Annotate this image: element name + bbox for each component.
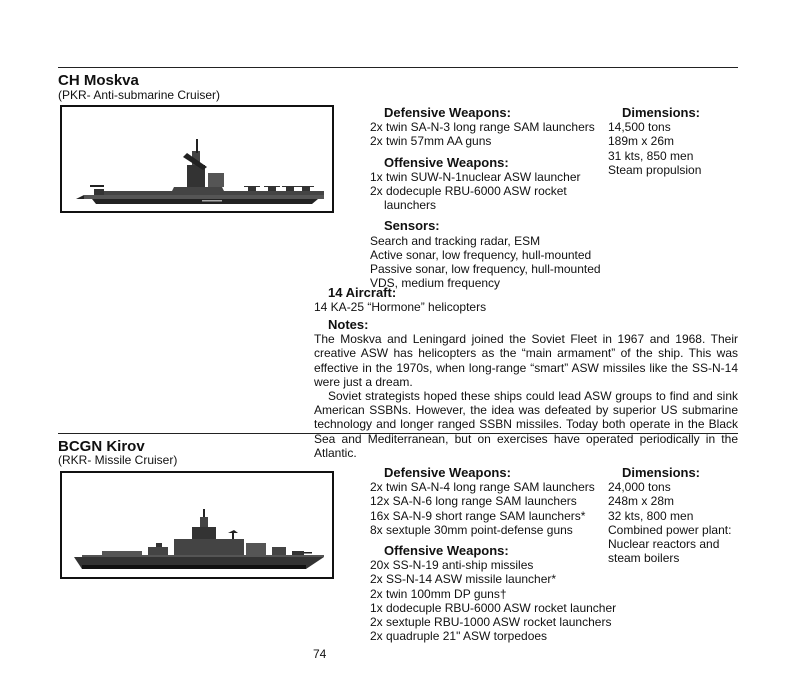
ship-name-moskva: CH Moskva (58, 72, 139, 89)
aircraft-heading: 14 Aircraft: (328, 285, 397, 300)
offensive-weapon-item: 2x twin 100mm DP guns† (370, 586, 507, 601)
defensive-weapon-item: 2x twin 57mm AA guns (370, 134, 492, 149)
section-divider (58, 433, 738, 434)
dimension-item: Nuclear reactors and steam boilers (608, 537, 720, 566)
dimension-item: 14,500 tons (608, 120, 671, 135)
defensive-weapon-item: 12x SA-N-6 long range SAM launchers (370, 494, 577, 509)
dimension-item: 248m x 28m (608, 494, 675, 509)
dimension-item: 31 kts, 850 men (608, 148, 694, 163)
moskva-illustration-frame (60, 105, 334, 213)
kirov-weapons-column (370, 466, 620, 643)
moskva-weapons-column (370, 106, 610, 290)
sensor-item: Active sonar, low frequency, hull-mounted (370, 247, 592, 262)
defensive-weapons-heading: Defensive Weapons: (384, 465, 511, 480)
sensor-item: Search and tracking radar, ESM (370, 233, 541, 248)
moskva-ship-silhouette (62, 107, 332, 211)
moskva-dimensions-column (608, 106, 738, 177)
dimension-item: Combined power plant: (608, 522, 732, 537)
dimensions-heading: Dimensions: (622, 465, 701, 480)
dimension-item: Steam propulsion (608, 162, 702, 177)
dimension-item: 189m x 26m (608, 134, 675, 149)
sensor-item: Passive sonar, low frequency, hull-mounted (370, 262, 601, 277)
sensors-heading: Sensors: (384, 218, 440, 234)
offensive-weapon-item: 1x twin SUW-N-1nuclear ASW launcher (370, 169, 581, 184)
kirov-ship-silhouette (62, 473, 332, 577)
offensive-weapon-item: 1x dodecuple RBU-6000 ASW rocket launcher (370, 600, 617, 615)
dimension-item: 24,000 tons (608, 480, 671, 495)
ship-type-moskva: (PKR- Anti-submarine Cruiser) (58, 88, 221, 102)
dimensions-heading: Dimensions: (622, 105, 701, 120)
moskva-notes-block (314, 318, 738, 460)
offensive-weapon-item: 20x SS-N-19 anti-ship missiles (370, 558, 534, 573)
notes-paragraph: The Moskva and Leningard joined the Soviet Fleet in 1967 and 1968. Their creative ASW has helicopters as the “main armament” of the ship. This was effective in the 1970s, when long-range “smart” ASW missiles like the SS-N-14 were just a dream. (314, 332, 738, 389)
offensive-weapons-heading: Offensive Weapons: (384, 154, 509, 170)
dimension-item: 32 kts, 800 men (608, 508, 694, 523)
page-number: 74 (313, 647, 327, 661)
offensive-weapon-item: 2x dodecuple RBU-6000 ASW rocket launchers (370, 184, 567, 213)
ship-type-kirov: (RKR- Missile Cruiser) (58, 453, 178, 467)
notes-paragraph: Soviet strategists hoped these ships could lead ASW groups to find and sink American SSBNs. However, the idea was defeated by superior US submarine technology and longer ranged SSBN missiles. Today both operate in the Black Sea and Mediterranean, but on exercises have operated periodically in the Atlantic. (314, 389, 738, 460)
ship-name-kirov: BCGN Kirov (58, 438, 145, 455)
defensive-weapon-item: 2x twin SA-N-3 long range SAM launchers (370, 120, 595, 135)
aircraft-item: 14 KA-25 “Hormone” helicopters (314, 300, 487, 315)
offensive-weapon-item: 2x SS-N-14 ASW missile launcher* (370, 572, 557, 587)
defensive-weapon-item: 2x twin SA-N-4 long range SAM launchers (370, 480, 595, 495)
offensive-weapon-item: 2x sextuple RBU-1000 ASW rocket launchers (370, 615, 612, 630)
section-divider-top (58, 67, 738, 68)
defensive-weapon-item: 16x SA-N-9 short range SAM launchers* (370, 508, 586, 523)
kirov-dimensions-column (608, 466, 748, 565)
moskva-aircraft-block (314, 286, 614, 314)
notes-heading: Notes: (328, 317, 369, 332)
kirov-illustration-frame (60, 471, 334, 579)
offensive-weapons-heading: Offensive Weapons: (384, 543, 509, 559)
defensive-weapon-item: 8x sextuple 30mm point-defense guns (370, 522, 573, 537)
sensor-item: VDS, medium frequency (370, 276, 501, 291)
defensive-weapons-heading: Defensive Weapons: (384, 105, 511, 120)
offensive-weapon-item: 2x quadruple 21" ASW torpedoes (370, 629, 548, 644)
